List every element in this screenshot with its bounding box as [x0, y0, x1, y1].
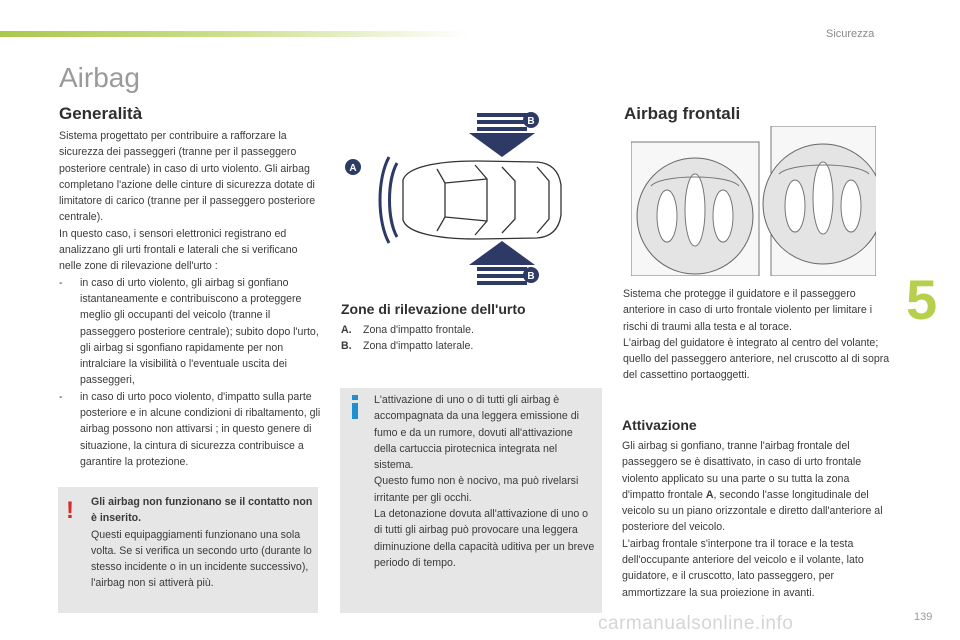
warning-body: Questi equipaggiamenti funzionano una sola volta. Se si verifica un secondo urto (durante lo stesso incidente o in un incidente successivo), l'airbag non si attiverà più. [91, 528, 312, 590]
header-accent-bar [0, 31, 470, 37]
zone-text: Zona d'impatto frontale. [363, 324, 474, 336]
attivazione-zone-ref: A [705, 488, 714, 501]
attivazione-paragraph [622, 438, 894, 536]
frontali-text [623, 286, 893, 384]
page-number: 139 [914, 611, 933, 623]
info-text [374, 392, 596, 571]
label-b-badge-top [523, 112, 539, 128]
heading-attivazione: Attivazione [622, 417, 697, 433]
info-icon [350, 395, 360, 419]
list-item [341, 338, 601, 354]
watermark: carmanualsonline.info [598, 613, 794, 634]
info-box [340, 388, 602, 613]
attivazione-paragraph: L'airbag frontale s'interpone tra il torace e la testa dell'occupante anteriore del veicolo e il volante, lato guidatore, e il cruscotto, lato passeggero, per ammortizzare la sua proiezione in avanti. [622, 537, 864, 599]
zone-list [341, 322, 601, 355]
attivazione-text-after: , secondo l'asse longitudinale del veicolo su un piano orizzontale e diretto dall'anteriore al posteriore del veicolo. [622, 488, 883, 534]
label-a: A [349, 163, 357, 174]
warning-box [58, 487, 318, 613]
info-paragraph: L'attivazione di uno o di tutti gli airbag è accompagnata da una leggera emissione di fumo e da un rumore, dovuti all'attivazione della cartuccia pirotecnica integrata nel sistema. [374, 394, 579, 472]
zone-text: Zona d'impatto laterale. [363, 340, 474, 353]
info-paragraph: La detonazione dovuta all'attivazione di uno o di tutti gli airbag può provocare una leggera diminuzione della capacità uditiva per un breve periodo di tempo. [374, 508, 595, 569]
zone-key: A. [341, 324, 352, 336]
bullet-text: in caso di urto poco violento, d'impatto sulla parte posteriore e in alcune condizioni di ribaltamento, gli airbag possono non attivarsi ; in questo genere di situazione, la cintura di sicurezza contribuisce a garantire la protezione. [80, 390, 321, 468]
list-item [59, 275, 321, 389]
driver-airbag-drawing [631, 142, 759, 276]
bullet-text: in caso di urto violento, gli airbag si gonfiano istantaneamente e contribuiscono a proteggere meglio gli occupanti del veicolo (tranne il passeggero posteriore centrale); subito dopo l'urto, gli airbag si sgonfiano rapidamente per non intralciare la visibilità o l'eventuale uscita dei passeggeri, [80, 276, 319, 387]
zone-key: B. [341, 340, 352, 353]
section-label: Sicurezza [826, 28, 875, 40]
heading-airbag-frontali: Airbag frontali [624, 104, 741, 123]
warning-exclamation-icon: ! [66, 497, 74, 524]
generalita-paragraph: Sistema progettato per contribuire a rafforzare la sicurezza dei passeggeri (tranne per il passeggero posteriore centrale) in caso di urto violento. Gli airbag completano l'azione delle cinture di sicurezza dotate di limitatore di carico (tranne per il passeggero posteriore centrale). [59, 130, 316, 224]
frontali-paragraph: Sistema che protegge il guidatore e il passeggero anteriore in caso di urto frontale violento per limitare i rischi di traumi alla testa e al torace. [623, 288, 873, 333]
car-top-view [403, 161, 561, 239]
frontal-impact-arc [380, 157, 397, 243]
attivazione-text-before: Gli airbag si gonfiano, tranne l'airbag frontale del passeggero se è disattivato, in caso di urto frontale violento applicato su una parte o su tutta la zona d'impatto frontale [622, 440, 862, 501]
attivazione-text [622, 438, 894, 601]
chapter-number: 5 [906, 268, 938, 331]
warning-title: Gli airbag non funzionano se il contatto non è inserito. [91, 496, 313, 525]
frontal-airbag-illustration [631, 126, 876, 276]
info-paragraph: Questo fumo non è nocivo, ma può rivelarsi irritante per gli occhi. [374, 475, 579, 504]
generalita-text [59, 128, 321, 470]
label-b-top: B [527, 116, 535, 127]
page-title: Airbag [59, 62, 140, 93]
list-item [59, 389, 321, 470]
list-item [341, 322, 601, 338]
label-b-badge-bottom [523, 267, 539, 283]
warning-text [91, 494, 313, 592]
bullet-marker: - [59, 390, 63, 403]
generalita-paragraph: In questo caso, i sensori elettronici registrano ed analizzano gli urti frontali e laterali che si verificano nelle zone di rilevazione dell'urto : [59, 227, 298, 273]
label-b-bottom: B [527, 271, 535, 282]
frontali-paragraph: L'airbag del guidatore è integrato al centro del volante; quello del passeggero anteriore, nel cruscotto al di sopra del cassettino portaoggetti. [623, 336, 890, 382]
label-a-badge [345, 159, 361, 175]
bullet-marker: - [59, 276, 63, 289]
heading-zone-rilevazione: Zone di rilevazione dell'urto [341, 301, 526, 317]
passenger-airbag-drawing [763, 126, 876, 276]
heading-generalita: Generalità [59, 104, 143, 123]
impact-zones-figure [337, 105, 567, 295]
